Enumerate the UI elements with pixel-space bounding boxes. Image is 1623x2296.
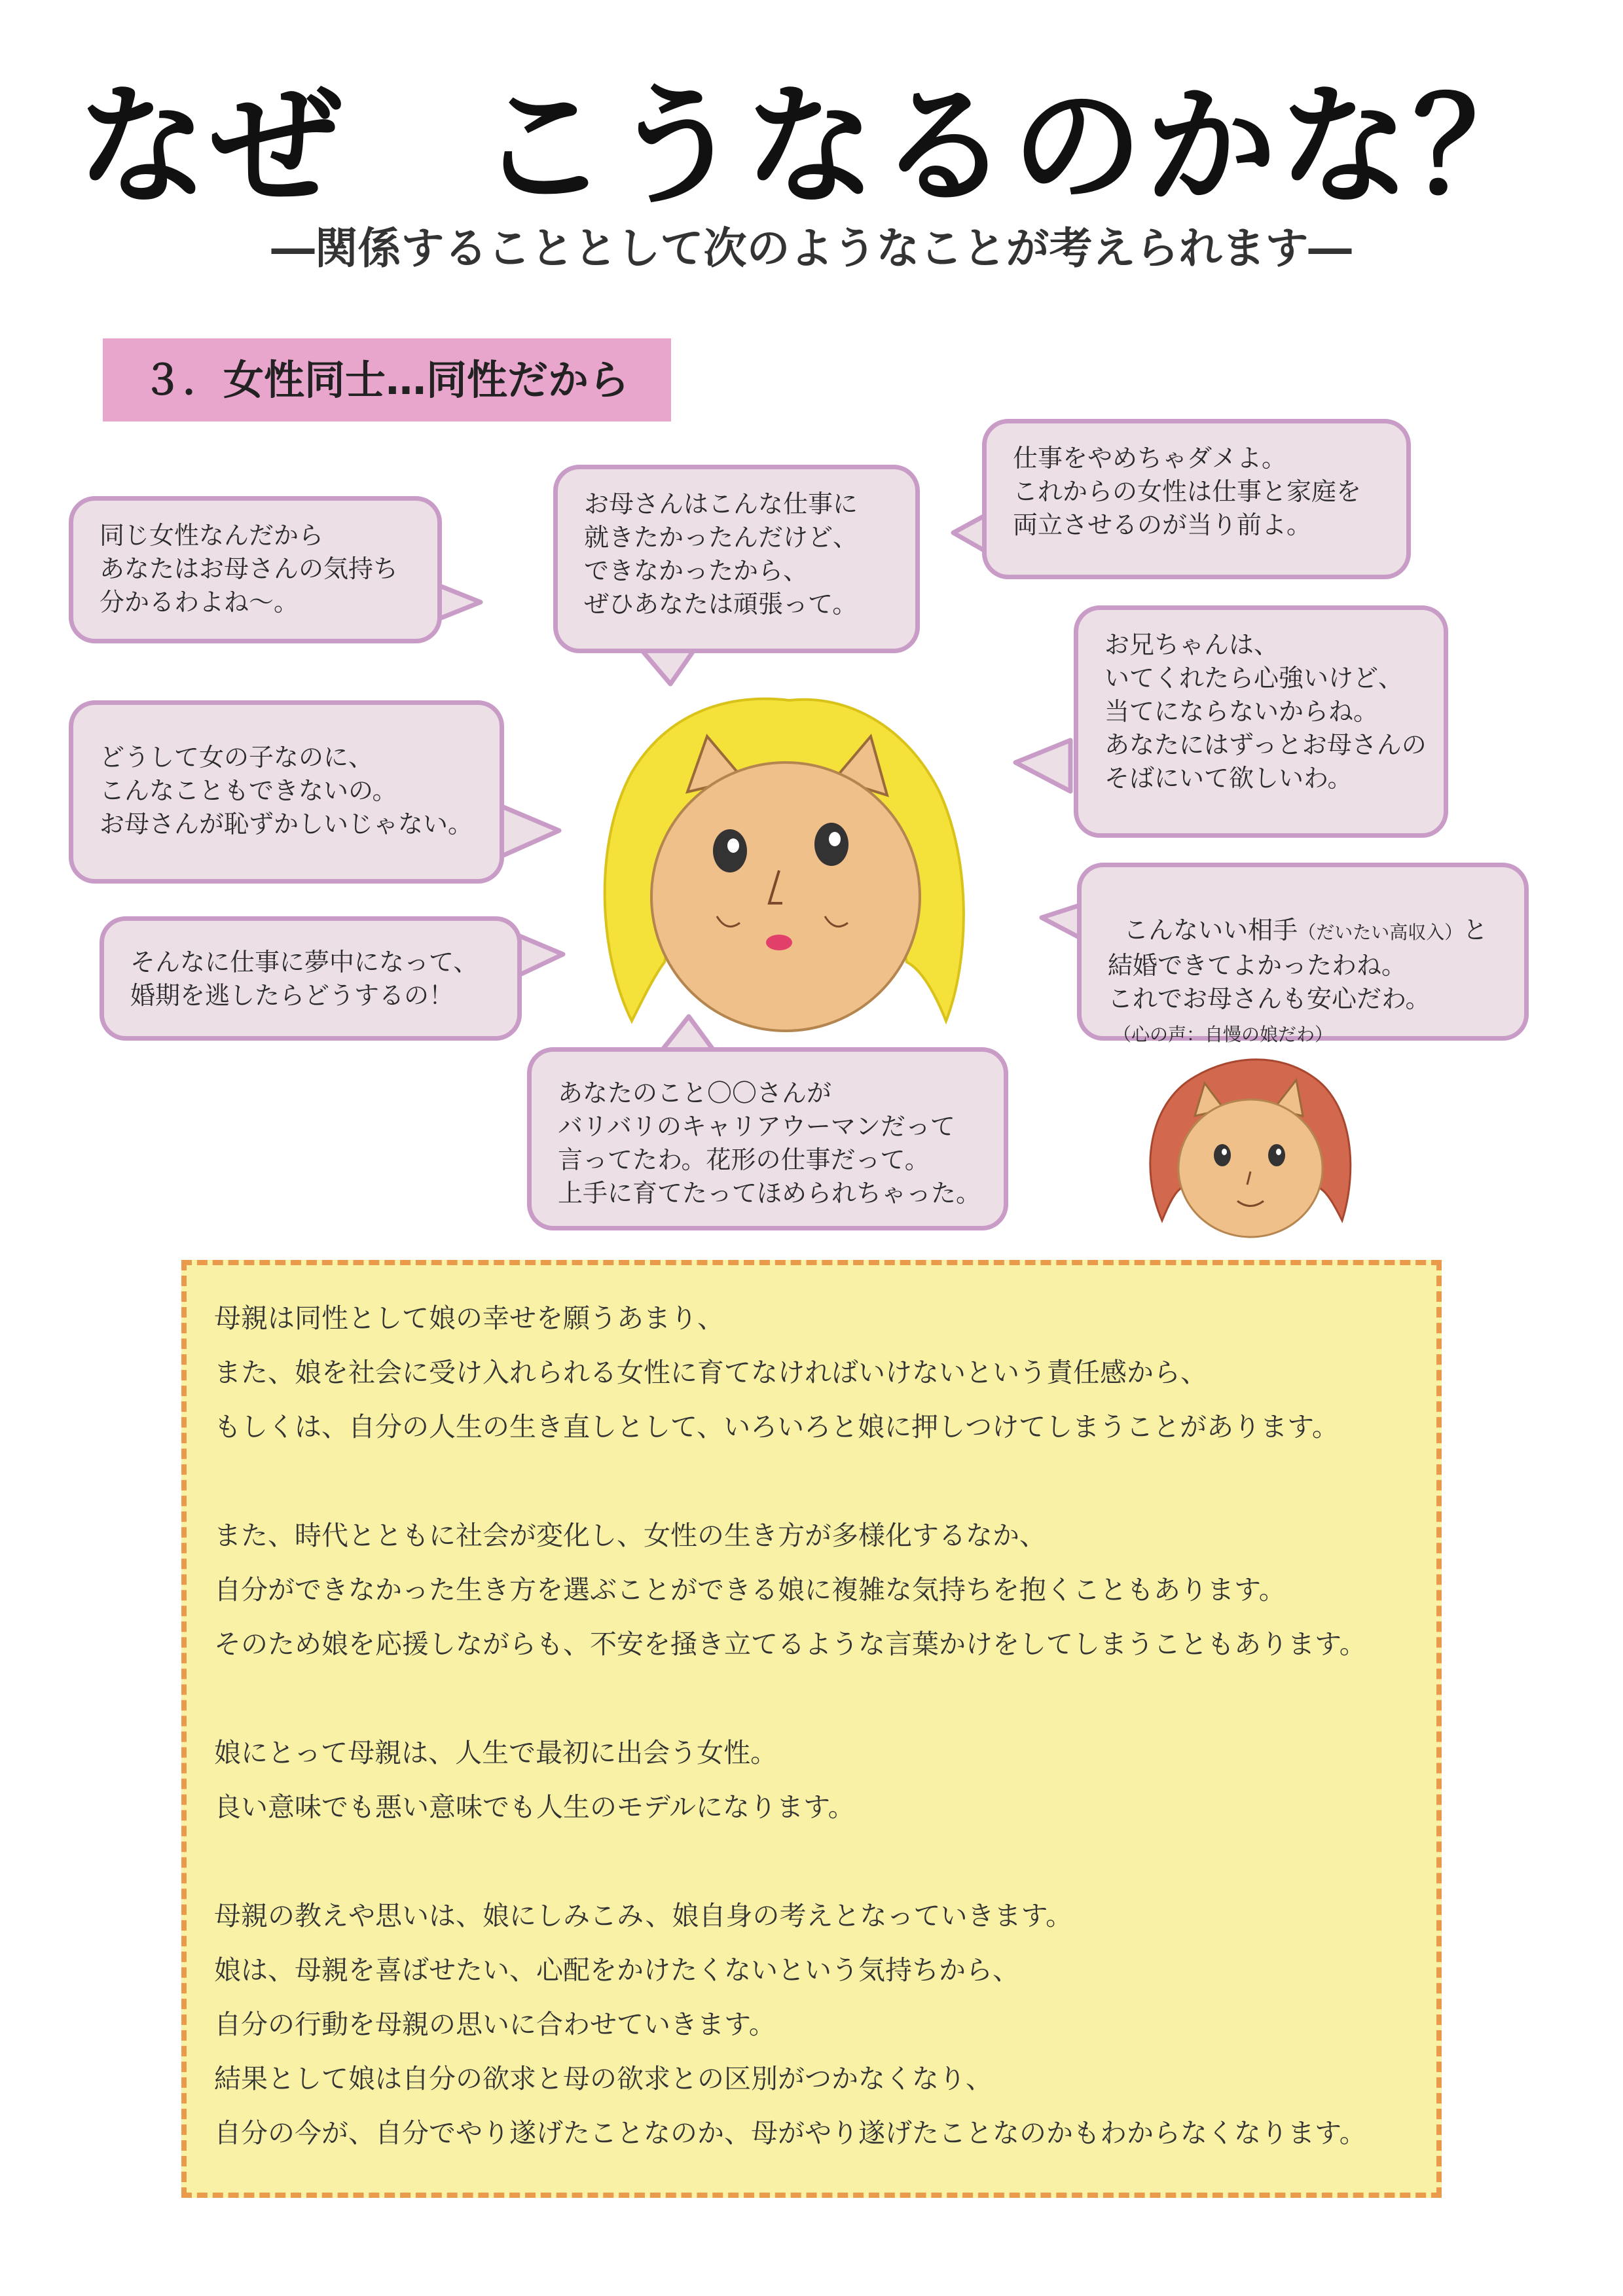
paragraph-line: もしくは、自分の人生の生き直しとして、いろいろと娘に押しつけてしまうことがあります。: [214, 1411, 1339, 1443]
paragraph-line: 良い意味でも悪い意味でも人生のモデルになります。: [214, 1791, 855, 1823]
speech-bubble-brother: お兄ちゃんは、 いてくれたら心強いけど、 当てにならないからね。 あなたにはずっとお母さんの そばにいて欲しいわ。: [1074, 605, 1448, 838]
paragraph-line: 自分の今が、自分でやり遂げたことなのか、母がやり遂げたことなのかもわからなくなります。: [214, 2117, 1366, 2149]
speech-bubble-ashamed: どうして女の子なのに、 こんなこともできないの。 お母さんが恥ずかしいじゃない。: [69, 700, 504, 884]
daughter-face: [1178, 1100, 1322, 1237]
mother-face: [651, 762, 920, 1031]
paragraph: [214, 1889, 1410, 2161]
page-subtitle: ―関係することとして次のようなことが考えられます―: [271, 223, 1352, 274]
right-eye-icon: [1268, 1144, 1285, 1166]
page-title: なぜ こうなるのかな？: [77, 71, 1546, 223]
bubble-text: こんないい相手: [1123, 916, 1298, 944]
paragraph: [214, 1291, 1410, 1454]
speech-bubble-same-gender: 同じ女性なんだから あなたはお母さんの気持ち 分かるわよね～。: [69, 496, 442, 643]
left-eye-icon: [1214, 1144, 1231, 1166]
mother-lips: [766, 935, 792, 950]
speech-bubble-keep-working: 仕事をやめちゃダメよ。 これからの女性は仕事と家庭を 両立させるのが当り前よ。: [982, 419, 1411, 579]
bubble-aside-small: （だいたい高収入）: [1298, 922, 1463, 943]
paragraph-line: また、時代とともに社会が変化し、女性の生き方が多様化するなか、: [214, 1520, 1046, 1551]
paragraph-line: 自分ができなかった生き方を選ぶことができる娘に複雑な気持ちを抱くこともあります。: [214, 1574, 1286, 1605]
bubble-tail: [1012, 736, 1074, 795]
paragraph: [214, 1726, 1410, 1835]
bubble-inner-voice: （心の声：自慢の娘だわ）: [1113, 1024, 1334, 1045]
paragraph-line: 結果として娘は自分の欲求と母の欲求との区別がつかなくなり、: [214, 2063, 993, 2094]
paragraph-line: 母親は同性として娘の幸せを願うあまり、: [214, 1302, 724, 1334]
paragraph-line: 自分の行動を母親の思いに合わせていきます。: [214, 2009, 776, 2040]
explanation-box: [181, 1260, 1442, 2198]
section-label: ３．女性同士…同性だから: [103, 338, 671, 422]
speech-bubble-good-partner: [1077, 863, 1529, 1045]
paragraph-line: また、娘を社会に受け入れられる女性に育てなければいけないという責任感から、: [214, 1357, 1207, 1388]
speech-bubble-dream-job: お母さんはこんな仕事に 就きたかったんだけど、 できなかったから、 ぜひあなたは頑張って。: [553, 465, 920, 653]
paragraph-line: 母親の教えや思いは、娘にしみこみ、娘自身の考えとなっていきます。: [214, 1900, 1073, 1931]
paragraph-line: 娘は、母親を喜ばせたい、心配をかけたくないという気持ちから、: [214, 1954, 1019, 1986]
paragraph: [214, 1509, 1410, 1672]
bubble-text: と: [1463, 916, 1488, 944]
speech-bubble-career-woman: あなたのこと〇〇さんが バリバリのキャリアウーマンだって 言ってたわ。花形の仕事だって。 上手に育てたってほめられちゃった。: [527, 1047, 1008, 1230]
speech-bubble-marriage-timing: そんなに仕事に夢中になって、 婚期を逃したらどうするの！: [100, 916, 522, 1041]
paragraph-line: そのため娘を応援しながらも、不安を掻き立てるような言葉かけをしてしまうこともあります。: [214, 1628, 1366, 1660]
daughter-illustration: [1142, 1050, 1359, 1260]
mother-illustration: [593, 681, 979, 1060]
bubble-tail: [498, 802, 563, 861]
paragraph-line: 娘にとって母親は、人生で最初に出会う女性。: [214, 1737, 778, 1768]
bubble-text: 結婚できてよかったわね。 これでお母さんも安心だわ。: [1108, 951, 1431, 1013]
